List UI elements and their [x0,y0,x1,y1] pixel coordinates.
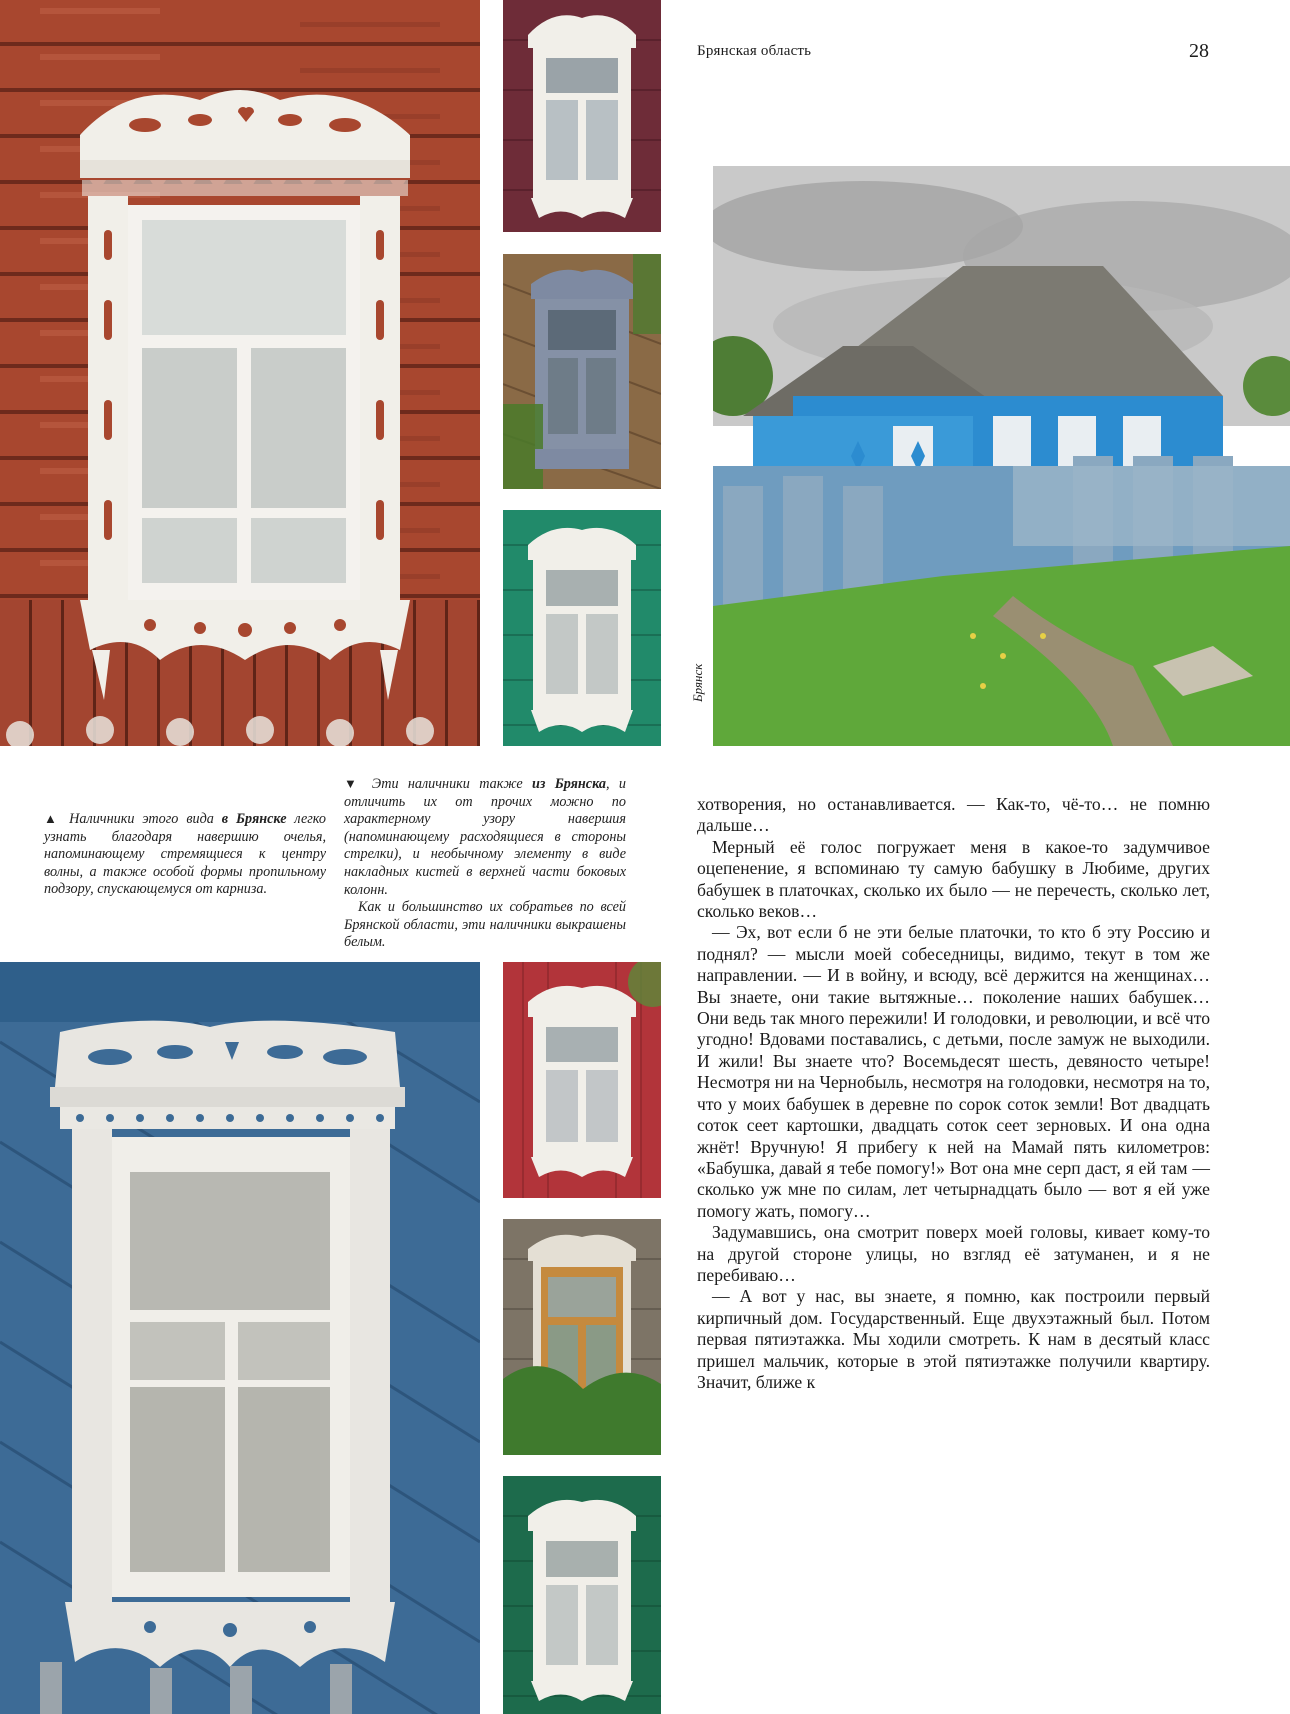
caption-left-marker: ▲ [44,811,62,826]
caption-right-text-after: , и отличить их от прочих можно по характерному узору навершия (напоминающему расходящиеся в стороны стрелки), и необычному элементу в виде накладных кистей в верхней части боковых колонн. [344,776,626,898]
caption-right-place: из Брянска [531,776,607,792]
photo-window-wood-wall [503,254,661,489]
body-paragraph-2: Мерный её голос погружает меня в какое-то задумчивое оцепенение, я вспоминаю ту самую бабушку в Любиме, других бабушек в платочках, сколько их было — не перечесть, сколько лет, сколько веков… [697,836,1210,922]
caption-left [44,810,326,899]
photo-window-red-wall-small [503,962,661,1198]
photo-window-purple-wall [503,0,661,232]
caption-right-text-before: Эти наличники также [362,776,532,792]
body-paragraph-5: — А вот у нас, вы знаете, я помню, как построили первый кирпичный дом. Государственный. Еще двухэтажный был. Потом первая пятиэтажка. Мы ходили смотреть. К нам в десятый класс пришел мальчик, которые в этой пятиэтажке получили квартиру. Значит, ближе к [697,1286,1210,1392]
caption-left-place: в Брянске [221,811,287,827]
caption-right-marker: ▼ [344,776,363,791]
caption-left-text-before: Наличники этого вида [61,811,222,827]
photo-window-green-wall [503,510,661,746]
running-title: Брянская область [697,43,812,59]
photo-window-blue-wall [0,962,480,1714]
photo-credit: Брянск [690,663,705,702]
body-paragraph-4: Задумавшись, она смотрит поверх моей головы, кивает кому-то на другой стороне улицы, но взгляд её затуманен, и я не перебиваю… [697,1222,1210,1285]
body-paragraph-3: — Эх, вот если б не эти белые платочки, то кто б эту Россию и поднял? — мысли моей собеседницы, видимо, текут в том же направлении. — И в войну, и всюду, всё держится на женщинах… Вы знаете, они такие вытяжные… поколение наших бабушек… Они ведь так много пережили! И голодовки, и революции, и всё что угодно! Вдовами поставались, с детьми, после замуж не выходили. И жили! Вы знаете что? Восемьдесят шесть, девяносто четыре! Несмотря ни на Чернобыль, несмотря на голодовки, несмотря на то, что у моих бабушек в деревне по сорок соток земли! Вот двадцать соток сеет картошки, двадцать соток сеет зерновых. И она одна жнёт! Вручную! Я прибегу к ней на Мамай пять километров: «Бабушка, давай я тебе помогу!» Вот она мне серп даст, я ей там — сколько уж мне по силам, лет четырнадцать было — вот я ей уже помогу жать, помогу… [697,922,1210,1221]
page-number: 28 [1189,40,1209,62]
caption-left-text-after: легко узнать благодаря навершию очелья, напоминающему стремящиеся к центру волны, а также особой формы пропильному подзору, спускающемуся от карниза. [44,811,326,898]
photo-window-dark-green-wall [503,1476,661,1714]
caption-right-paragraph-2: Как и большинство их собратьев по всей Брянской области, эти наличники выкрашены белым. [344,899,626,951]
body-paragraph-1: хотворения, но останавливается. — Как-то, чё-то… не помню дальше… [697,794,1210,836]
photo-window-brown-wall [503,1219,661,1455]
photo-window-red-wall [0,0,480,746]
caption-right [344,775,626,952]
photo-blue-house [713,166,1290,746]
article-body [697,794,1210,1393]
